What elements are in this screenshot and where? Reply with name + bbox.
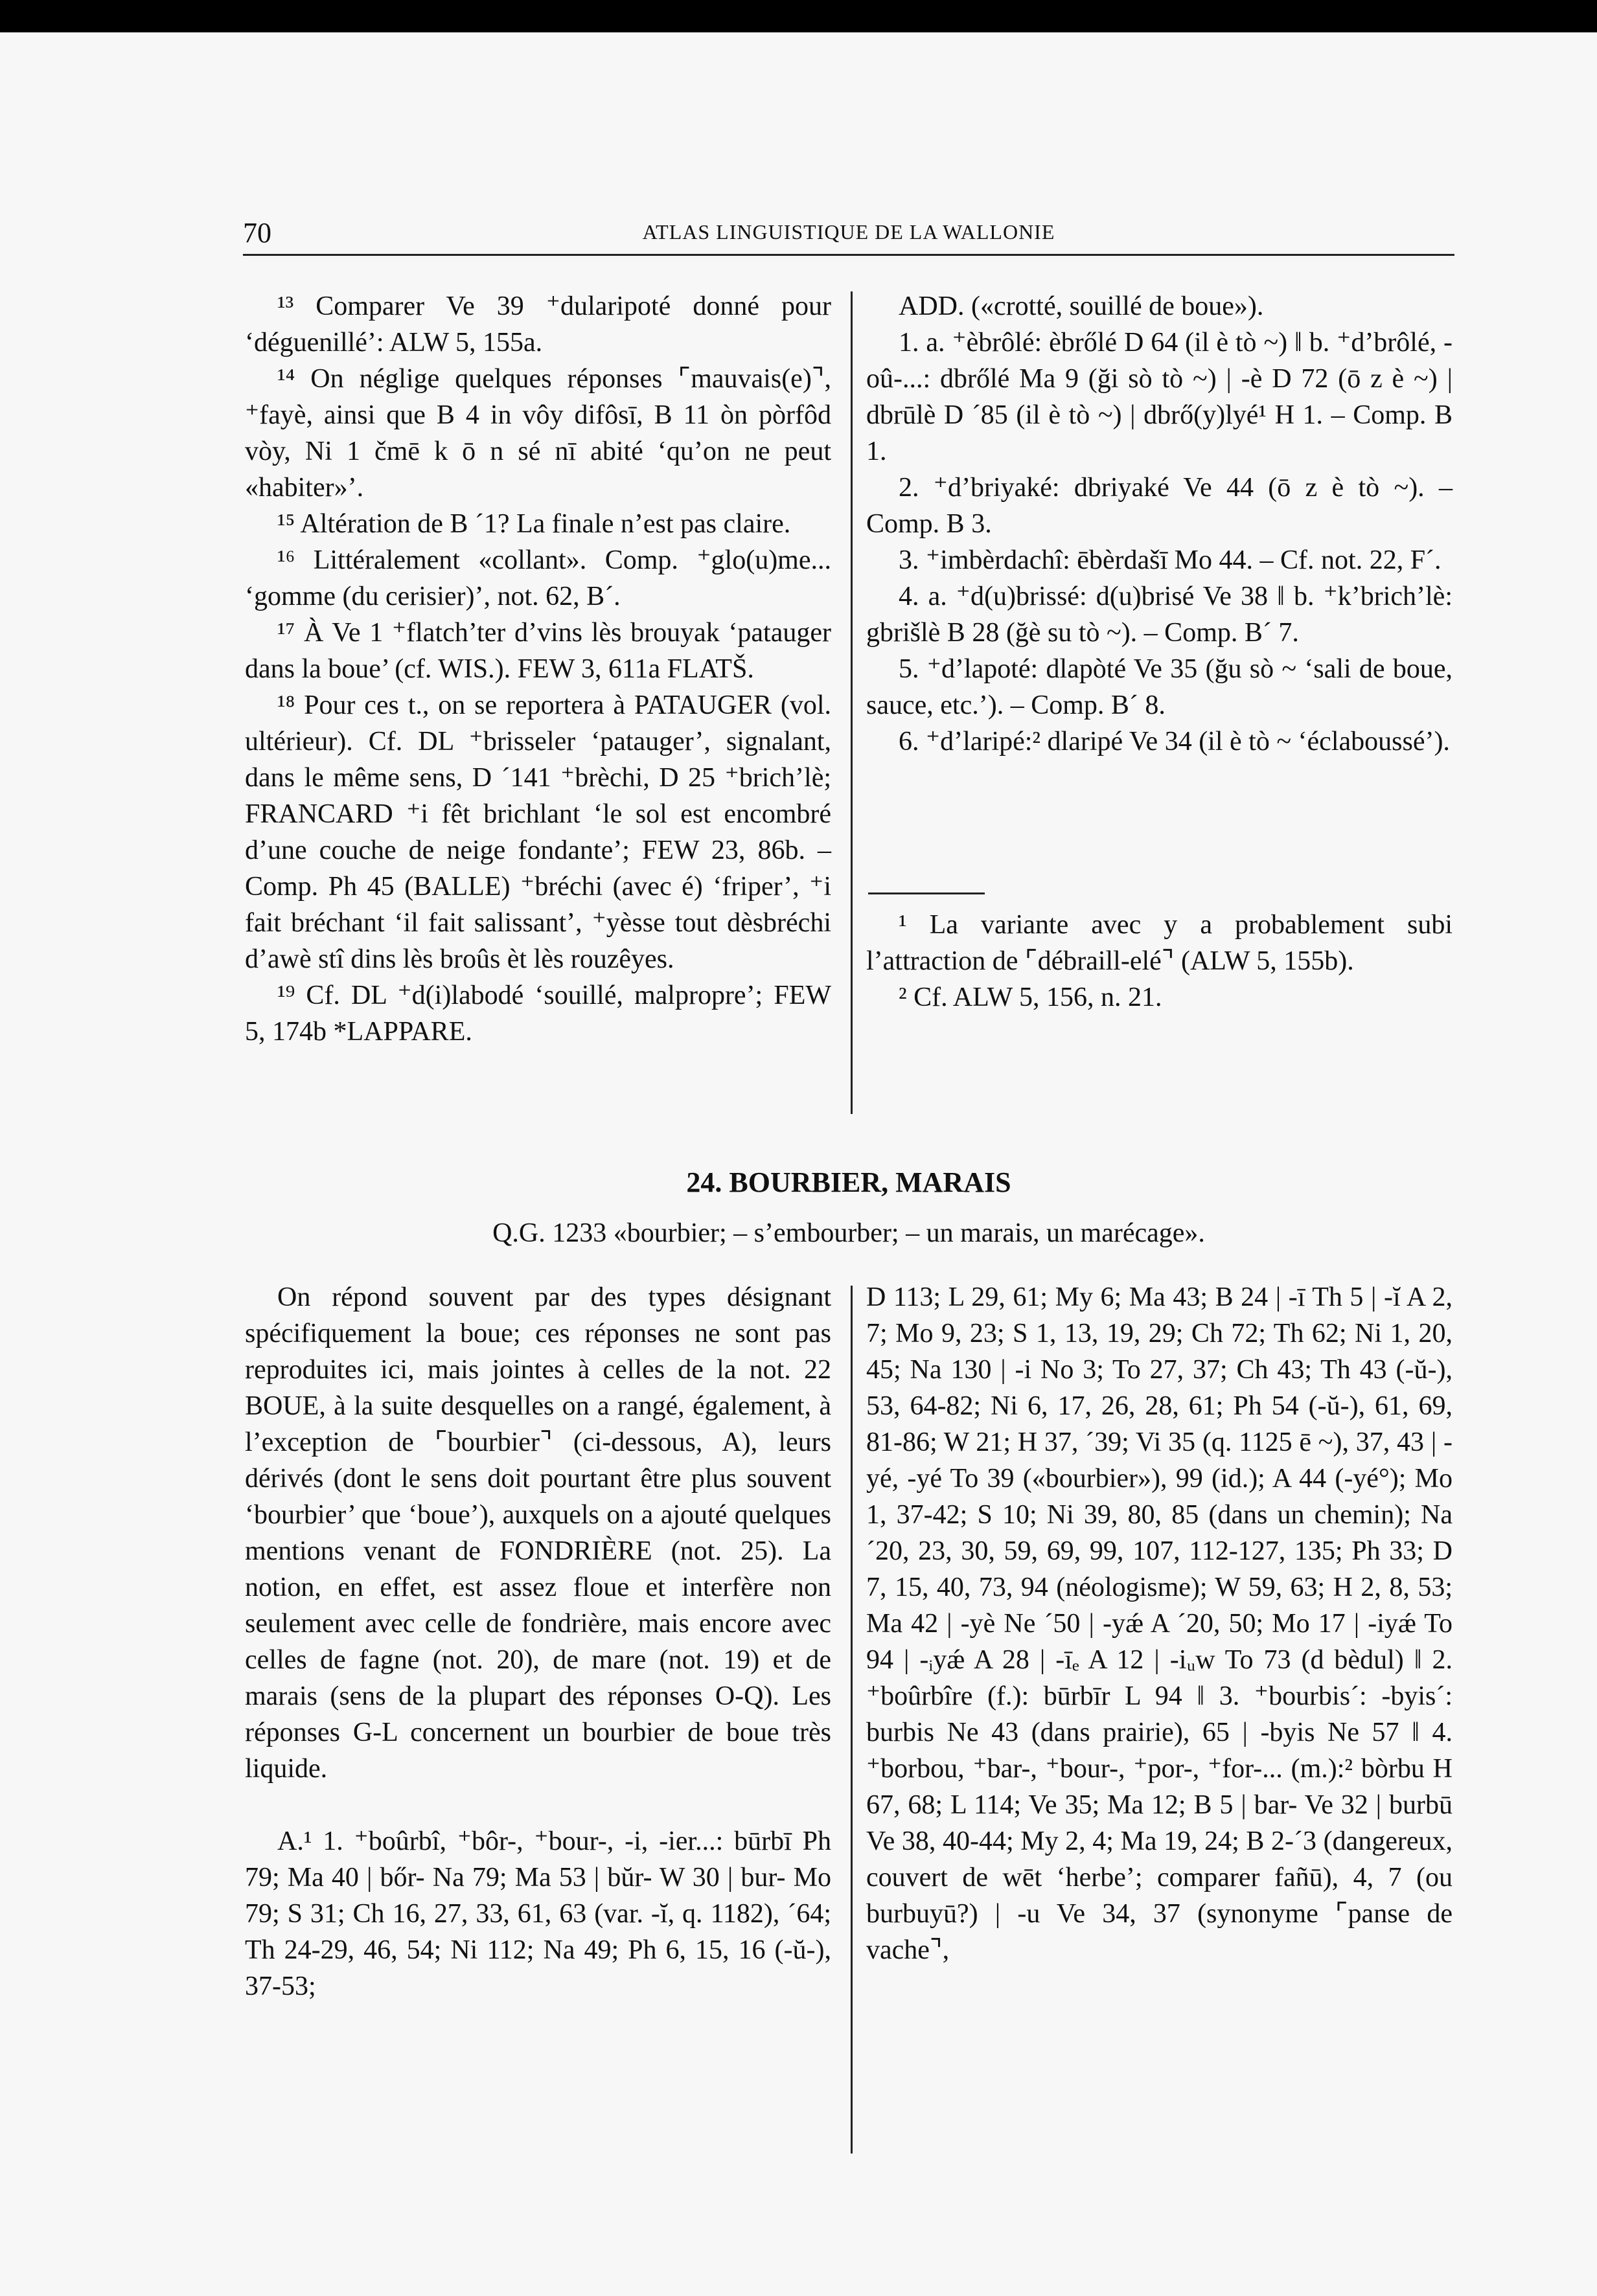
entry-4: 4. a. ⁺d(u)brissé: d(u)brisé Ve 38 ‖ b. ⁺k’brich’lè: gbrišlè B 28 (ğè su tò ~). – Comp. B´ 7.: [866, 582, 1453, 648]
entry-A-continuation: D 113; L 29, 61; My 6; Ma 43; B 24 | -ī Th 5 | -ĭ A 2, 7; Mo 9, 23; S 1, 13, 19, 29; Ch 72; Th 62; Ni 1, 20, 45; Na 130 | -i No 3; To 27, 37; Ch 43; Th 43 (-ŭ-), 53, 64-82; Ni 6, 17, 26, 28, 61; Ph 54 (-ŭ-), 61, 69, 81-86; W 21; H 37, ´39; Vi 35 (q. 1125 ē ~), 37, 43 | -yé, -yé To 39 («bourbier»), 99 (id.); A 44 (-yé°); Mo 1, 37-42; S 10; Ni 39, 80, 85 (dans un chemin); Na ´20, 23, 30, 59, 69, 99, 107, 112-127, 135; Ph 33; D 7, 15, 40, 73, 94 (néologisme); W 59, 63; H 2, 8, 53; Ma 42 | -yè Ne ´50 | -yǽ A ´20, 50; Mo 17 | -iyǽ To 94 | -ᵢyǽ A 28 | -īₑ A 12 | -iᵤw To 73 (d bèdul) ‖ 2. ⁺boûrbîre (f.): būrbīr L 94 ‖ 3. ⁺bourbis´: -byis´: burbis Ne 43 (dans prairie), 65 | -byis Ne 57 ‖ 4. ⁺borbou, ⁺bar-, ⁺bour-, ⁺por-, ⁺for-... (m.):² bòrbu H 67, 68; L 114; Ve 35; Ma 12; B 5 | bar- Ve 32 | burbū Ve 38, 40-44; My 2, 4; Ma 19, 24; B 2-´3 (dangereux, couvert de wēt ‘herbe’; comparer fañū), 4, 7 (ou burbuyū?) | -u Ve 34, 37 (synonyme ⌜panse de vache⌝,: [866, 1282, 1453, 1965]
footnote-2: ² Cf. ALW 5, 156, n. 21.: [899, 983, 1162, 1012]
entry-A-paragraph: A.¹ 1. ⁺boûrbî, ⁺bôr-, ⁺bour-, -i, -ier...: būrbī Ph 79; Ma 40 | bőr- Na 79; Ma 53 | bŭr- W 30 | bur- Mo 79; S 31; Ch 16, 27, 33, 61, 63 (var. -ĭ, q. 1182), ´64; Th 24-29, 46, 54; Ni 112; Na 49; Ph 6, 15, 16 (-ŭ-), 37-53;: [245, 1826, 831, 2001]
intro-paragraph: On répond souvent par des types désignant spécifiquement la boue; ces réponses ne sont pas reproduites ici, mais jointes à celles de la not. 22 BOUE, à la suite desquelles on a rangé, également, à l’exception de ⌜bourbier⌝ (ci-dessous, A), leurs dérivés (dont le sens doit pourtant être plus souvent ‘bourbier’ que ‘boue’), auxquels on a ajouté quelques mentions venant de FONDRIÈRE (not. 25). La notion, en effet, est assez floue et interfère non seulement avec celle de fondrière, mais encore avec celles de fagne (not. 20), de mare (not. 19) et de marais (sens de la plupart des réponses O-Q). Les réponses G-L concernent un bourbier de boue très liquide.: [245, 1282, 831, 1784]
question-line: Q.G. 1233 «bourbier; – s’embourber; – un marais, un marécage».: [492, 1218, 1205, 1248]
entry-1: 1. a. ⁺èbrôlé: èbrőlé D 64 (il è tò ~) ‖ b. ⁺d’brôlé, -oû-...: dbrőlé Ma 9 (ği sò tò ~) | -è D 72 (ō z è ~) | dbrūlè D ´85 (il è tò ~) | dbrő(y)lyé¹ H 1. – Comp. B 1.: [866, 328, 1453, 466]
add-line: ADD. («crotté, souillé de boue»).: [899, 291, 1264, 321]
note-16: ¹⁶ Littéralement «collant». Comp. ⁺glo(u)me... ‘gomme (du cerisier)’, not. 62, B´.: [245, 545, 831, 611]
entry-3: 3. ⁺imbèrdachî: ēbèrdašī Mo 44. – Cf. not. 22, F´.: [899, 545, 1442, 575]
entry-6: 6. ⁺d’laripé:² dlaripé Ve 34 (il è tò ~ ‘éclaboussé’).: [899, 727, 1450, 756]
notes-left-column: [245, 288, 831, 1050]
column-rule-top: [851, 291, 853, 1114]
page-header: [243, 209, 1454, 256]
entry-2: 2. ⁺d’briyaké: dbriyaké Ve 44 (ō z è tò ~). – Comp. B 3.: [866, 473, 1453, 539]
footnote-separator: [868, 892, 985, 894]
note-19: ¹⁹ Cf. DL ⁺d(i)labodé ‘souillé, malpropre’; FEW 5, 174b *LAPPARE.: [245, 981, 831, 1047]
page-number: 70: [243, 217, 271, 249]
body-left-column: [245, 1279, 831, 2005]
running-title: ATLAS LINGUISTIQUE DE LA WALLONIE: [642, 220, 1055, 244]
section-title: 24. BOURBIER, MARAIS: [686, 1166, 1011, 1198]
note-18: ¹⁸ Pour ces t., on se reportera à PATAUGER (vol. ultérieur). Cf. DL ⁺brisseler ‘patauger’, signalant, dans le même sens, D ´141 ⁺brèchi, D 25 ⁺brich’lè; FRANCARD ⁺i fêt brichlant ‘le sol est encombré d’une couche de neige fondante’; FEW 23, 86b. – Comp. Ph 45 (BALLE) ⁺bréchi (avec é) ‘friper’, ⁺i fait bréchant ‘il fait salissant’, ⁺yèsse tout dèsbréchi d’awè stî dins lès broûs èt lès rouzêyes.: [245, 690, 831, 974]
body-right-column: [866, 1279, 1453, 1968]
entry-5: 5. ⁺d’lapoté: dlapòté Ve 35 (ğu sò ~ ‘sali de boue, sauce, etc.’). – Comp. B´ 8.: [866, 654, 1453, 720]
footnote-1: ¹ La variante avec y a probablement subi l’attraction de ⌜débraill-elé⌝ (ALW 5, 155b).: [866, 910, 1453, 976]
notes-right-column: [866, 288, 1453, 760]
note-17: ¹⁷ À Ve 1 ⁺flatch’ter d’vins lès brouyak ‘patauger dans la boue’ (cf. WIS.). FEW 3, 611a FLATŠ.: [245, 618, 831, 684]
note-15: ¹⁵ Altération de B ´1? La finale n’est pas claire.: [277, 509, 791, 539]
note-14: ¹⁴ On néglige quelques réponses ⌜mauvais(e)⌝, ⁺fayè, ainsi que B 4 in vôy difôsī, B 11 òn pòrfôd vòy, Ni 1 čmē k ō n sé nī abité ‘qu’on ne peut «habiter»’.: [245, 364, 831, 503]
column-rule-bottom: [851, 1286, 853, 2154]
note-13: ¹³ Comparer Ve 39 ⁺dularipoté donné pour ‘déguenillé’: ALW 5, 155a.: [245, 291, 831, 358]
footnotes-right: [866, 907, 1453, 1016]
scan-top-band: [0, 0, 1597, 32]
